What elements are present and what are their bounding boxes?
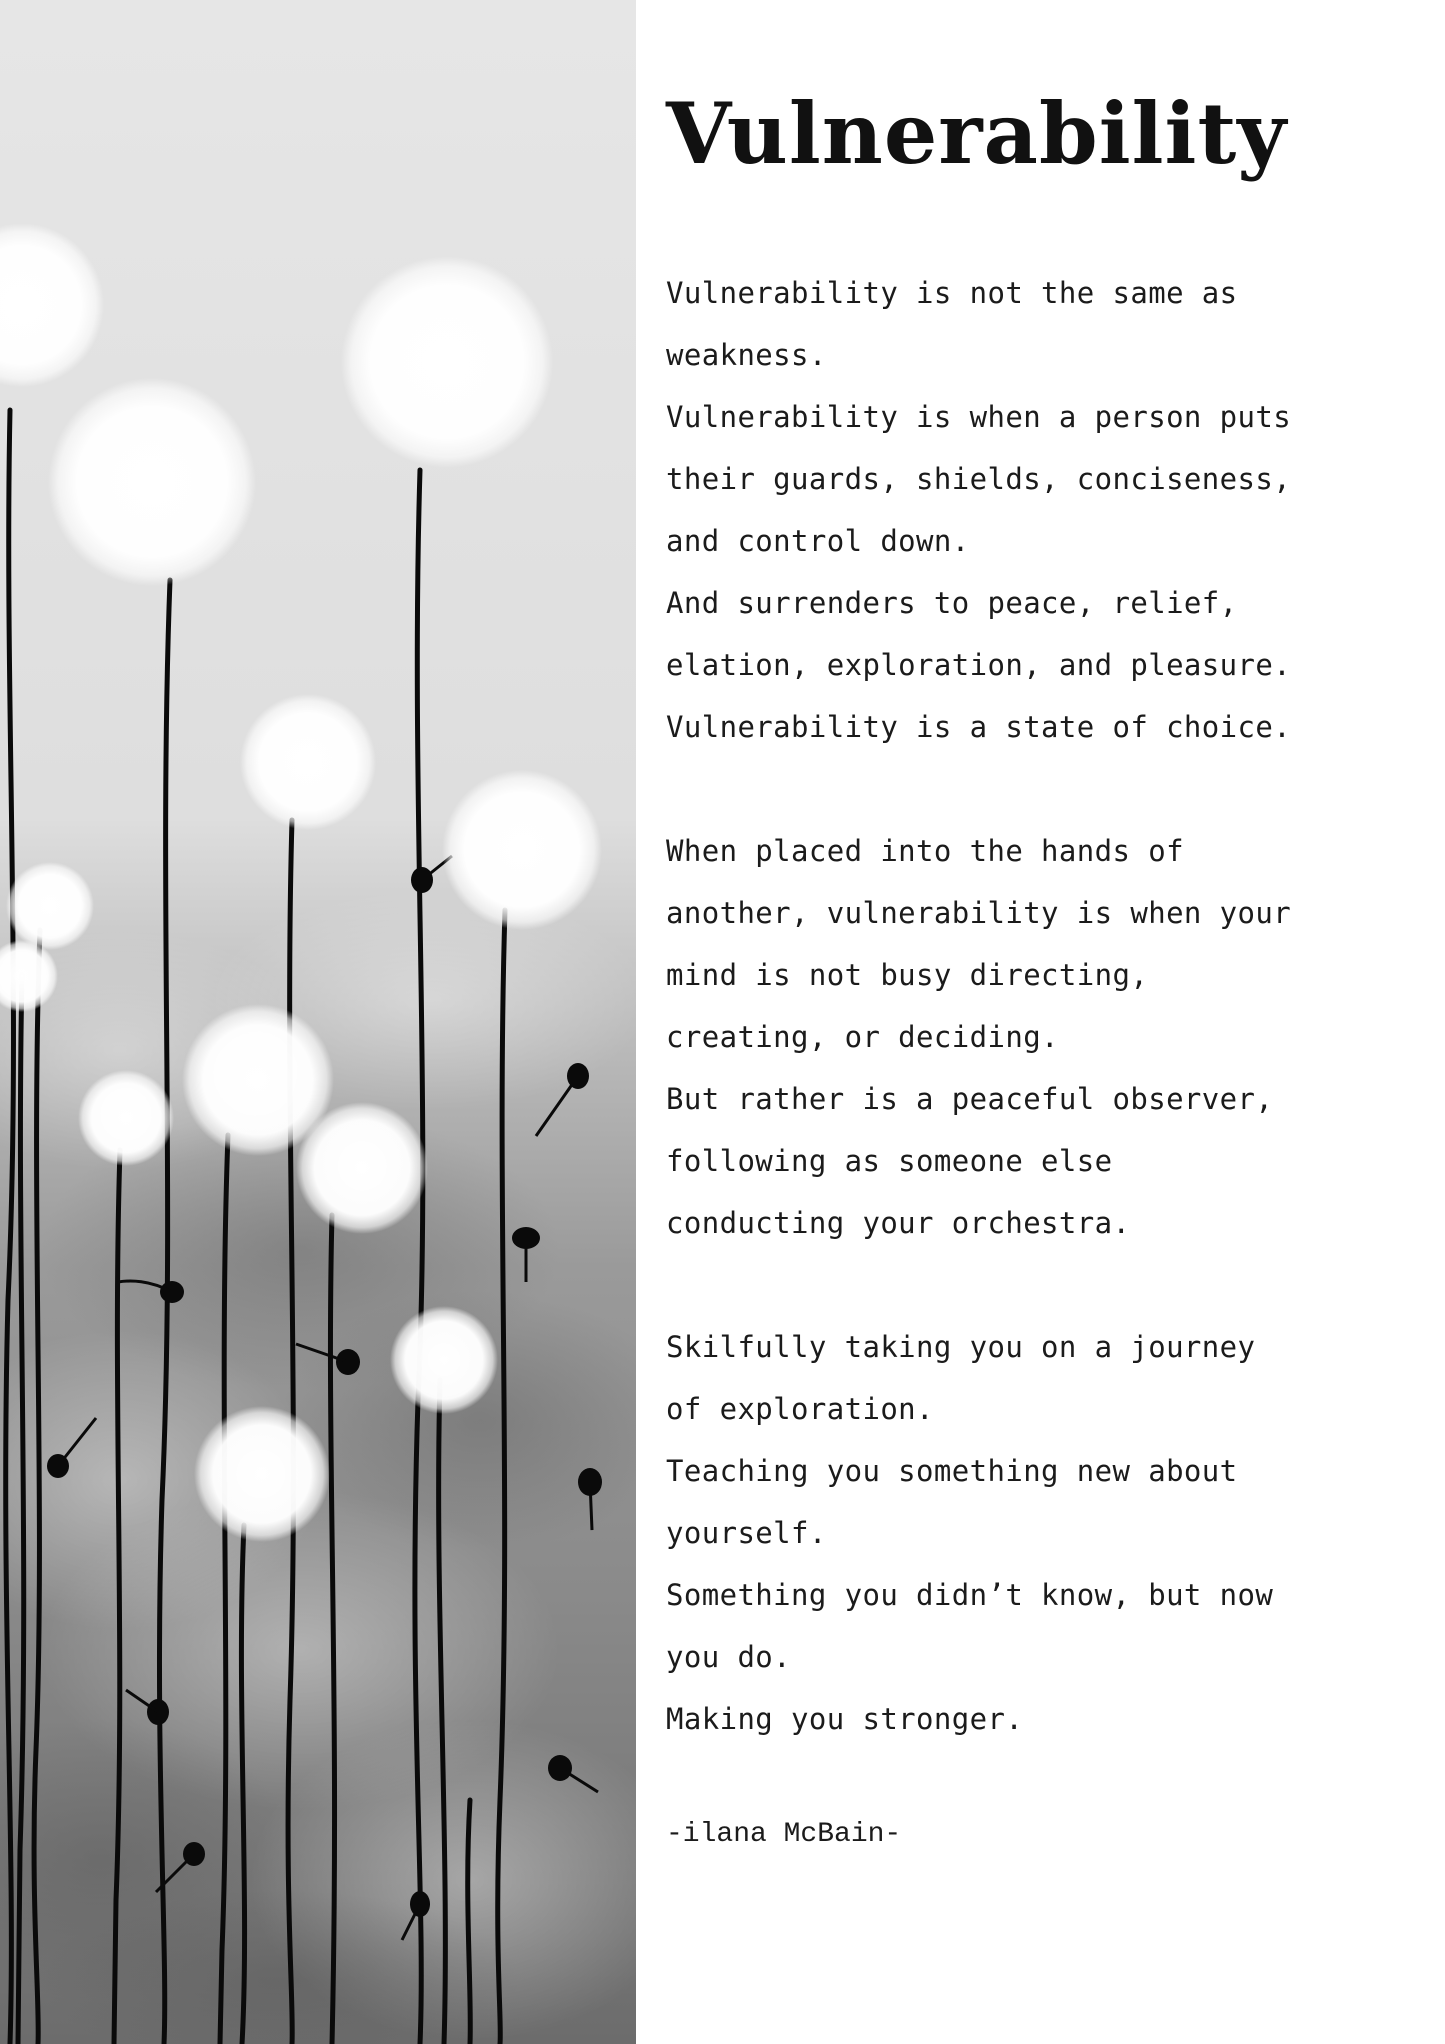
dandelion-illustration-svg	[0, 0, 636, 2044]
poem-title: Vulnerability	[666, 84, 1288, 183]
poem-body	[666, 262, 1426, 1750]
poem-line: another, vulnerability is when your	[666, 896, 1292, 930]
poem-line: When placed into the hands of	[666, 834, 1184, 868]
stanza-2	[666, 820, 1426, 1254]
poem-line: you do.	[666, 1640, 792, 1674]
poem-line: and control down.	[666, 524, 970, 558]
poem-text-column	[666, 0, 1426, 2044]
stanza-1	[666, 262, 1426, 758]
poem-line: following as someone else	[666, 1144, 1113, 1178]
poem-line: creating, or deciding.	[666, 1020, 1059, 1054]
poem-line: Skilfully taking you on a journey	[666, 1330, 1256, 1364]
poem-line: Vulnerability is when a person puts	[666, 400, 1292, 434]
stanza-3	[666, 1316, 1426, 1750]
poem-line: of exploration.	[666, 1392, 934, 1426]
poem-line: But rather is a peaceful observer,	[666, 1082, 1274, 1116]
poem-line: weakness.	[666, 338, 827, 372]
poem-line: Making you stronger.	[666, 1702, 1024, 1736]
poem-line: their guards, shields, conciseness,	[666, 462, 1292, 496]
poem-line: yourself.	[666, 1516, 827, 1550]
stanza-spacer	[666, 1254, 1426, 1316]
stanza-spacer	[666, 758, 1426, 820]
poem-author: -ilana McBain-	[666, 1819, 902, 1850]
poem-line: mind is not busy directing,	[666, 958, 1149, 992]
poem-line: And surrenders to peace, relief,	[666, 586, 1238, 620]
dandelion-illustration	[0, 0, 636, 2044]
poem-line: Vulnerability is not the same as	[666, 276, 1238, 310]
poem-line: Something you didn’t know, but now	[666, 1578, 1274, 1612]
poem-line: elation, exploration, and pleasure.	[666, 648, 1292, 682]
poem-line: Teaching you something new about	[666, 1454, 1238, 1488]
poem-line: Vulnerability is a state of choice.	[666, 710, 1292, 744]
poem-line: conducting your orchestra.	[666, 1206, 1131, 1240]
